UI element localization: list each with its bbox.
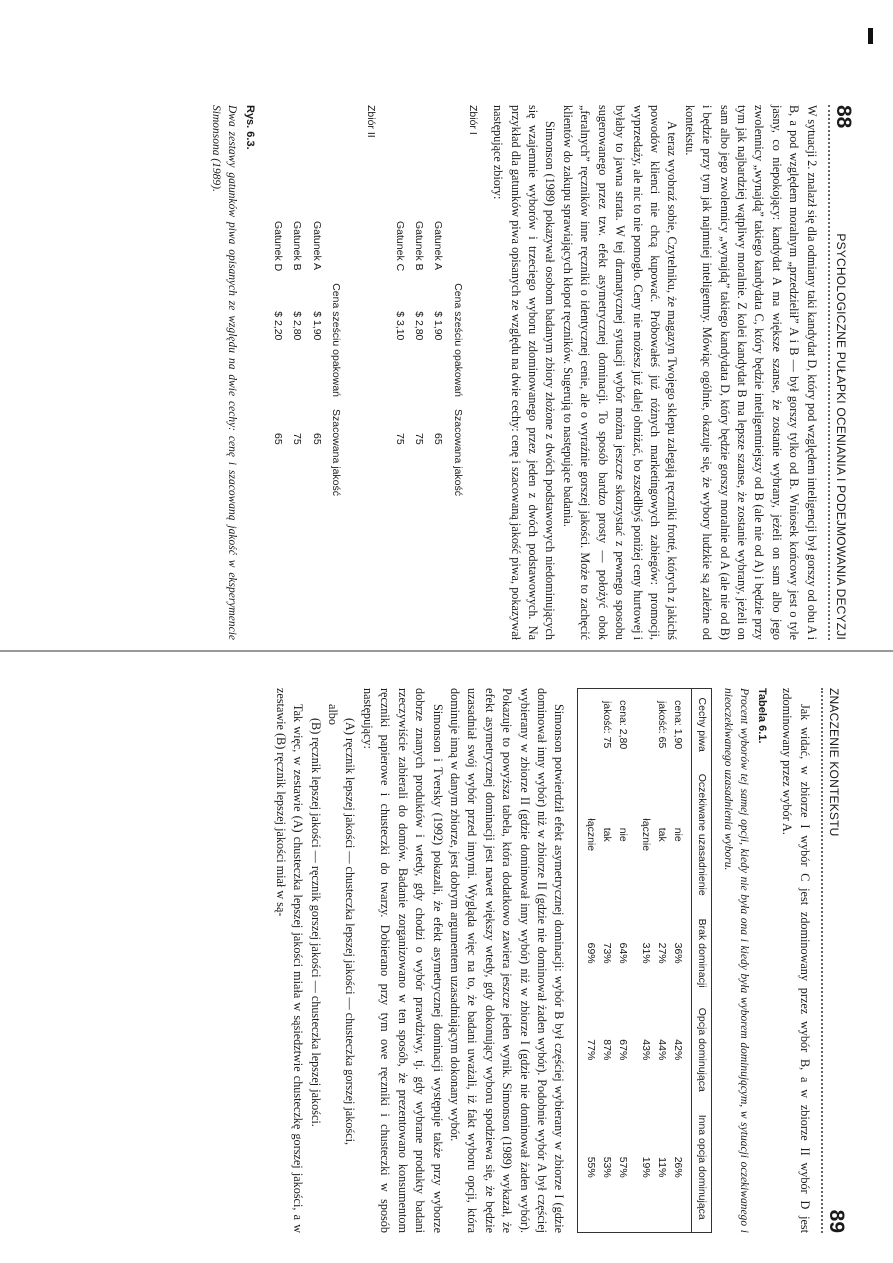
set-one-col-price: Cena sześciu opakowań (451, 283, 464, 398)
right-paragraph-2: Simonson i Tversky (1992) pokazali, że efekt asymetrycznej dominacji występuje także przy wyborze dobrze znanych produktów i wtedy, gdy chodzi o wybór prawdziwy, tj. gdy wybrane produkty badani rzeczywiście zabierali do domów. Badanie zorganizowano w ten sposób, że prezentowano konsumentom ręczniki papierowe i chusteczki do twarzy. Dobierano przy tym owe ręczniki i chusteczki w sposób następujący: (360, 688, 445, 1233)
right-running-header (821, 688, 848, 1233)
table-cell: 11% (656, 1157, 669, 1178)
figure-caption: Dwa zestawy gatunków piwa opisanych ze względu na dwie cechy: cenę i szacowaną jakość w eksperymencie Simonsona (1989). (210, 105, 239, 640)
table-cell: nie (672, 827, 685, 842)
table-row (638, 689, 654, 1233)
beer-name: Gatunek D (272, 221, 285, 272)
beer-price: $ 3,10 (393, 311, 406, 341)
table-cell: 19% (640, 1156, 653, 1178)
left-paragraph-1: W sytuacji 2. znalazł się dla odmiany taki kandydat D, który pod względem inteligencji był gorszy od obu A i B, a pod względem moralnym „przedzielił” A i B — był gorszy tylko od B. Wniosek końcowy jest o tyle jasny, co niepokojący: kandydat A ma większe szanse, że zostanie wybrany, jeżeli on sam albo jego zwolennicy „wynajdą” takiego kandydata C, który będzie inteligentniejszy od B (ale nie od A) i będzie przy tym jak najbardziej wątpliwy moralnie. Z kolei kandydat B ma lepsze szanse, że zostanie wybrany, jeżeli on sam albo jego zwolennicy „wynajdą” takiego kandydata D, który będzie gorszy moralnie od A (ale nie od B) i będzie przy tym jak najmniej inteligentny. Mówiąc ogólnie, okazuje się, że wybory ludzkie są zależne od kontekstu. (682, 105, 819, 640)
table-row (670, 689, 692, 1233)
beer-name: Gatunek B (413, 221, 426, 271)
set-one-label: Zbiór I (466, 105, 479, 135)
beer-price: $ 2,80 (291, 311, 304, 341)
beer-price: $ 1,90 (432, 311, 445, 341)
results-table (577, 688, 712, 1233)
table-cell: 87% (601, 1039, 614, 1061)
set-two-col-price: Cena sześciu opakowań (330, 283, 343, 398)
left-running-header (828, 105, 855, 640)
table-cell: nie (617, 827, 630, 842)
beer-name: Gatunek A (432, 221, 445, 271)
set-two-table (268, 215, 346, 502)
table-row (389, 215, 408, 502)
table-cell: 53% (601, 1156, 614, 1178)
table-row (615, 689, 638, 1233)
table-cell: 55% (585, 1156, 598, 1178)
table-cell (638, 689, 654, 761)
table-cell: 42% (672, 1039, 685, 1061)
beer-quality: 65 (432, 433, 445, 445)
corner-scan-mark (868, 28, 873, 44)
table-row (306, 215, 325, 502)
set-two (268, 105, 380, 640)
gutter-line (0, 650, 893, 652)
beer-name: Gatunek C (393, 221, 406, 272)
table-cell: 36% (672, 942, 685, 964)
table-cell: 77% (585, 1039, 598, 1061)
right-page (271, 688, 848, 1233)
table-cell: jakość: 75 (601, 701, 614, 749)
col-header: Cechy piwa (692, 689, 712, 761)
col-header: Opcja dominująca (692, 997, 712, 1102)
right-paragraph-1: Simonson potwierdził efekt asymetrycznej dominacji: wybór B był częściej wybierany w zbiorze I (gdzie dominował inny wybór) niż w zbiorze II (gdzie nie dominował żaden wybór). Podobnie wybór A był częściej wybierany w zbiorze II (gdzie dominował inny wybór) niż w zbiorze I (gdzie nie dominował żaden wybór). Pokazuje to powyższa tabela, która dodatkowo zawiera jeszcze jeden wynik. Simonson (1989) wykazał, że efekt asymetrycznej dominacji jest nawet większy wtedy, gdy dokonujący wyboru spodziewa się, że będzie uzasadniał swój wybór przed innymi. Wygląda więc na to, że badani uważali, iż fakt wyboru opcji, która dominuje inną w danym zbiorze, jest dobrym argumentem uzasadniającym dokonany wybór. (447, 688, 567, 1233)
table-cell: tak (601, 827, 614, 842)
left-paragraph-3: Simonson (1989) pokazywał osobom badanym zbiory złożone z dwóch podstawowych niedominujących się wzajemnie wyborów i trzeciego wyboru zdominowanego przez jeden z dwóch podstawowych. Na przykład dla gatunków piwa opisanych ze względu na dwie cechy: cenę i szacowaną jakość piwa, pokazywał następujące zbiory: (491, 105, 558, 640)
beer-price: $ 1,90 (310, 311, 323, 341)
table-cell: 31% (640, 942, 653, 964)
right-intro: Jak widać, w zbiorze I wybór C jest zdominowany przez wybór B, a w zbiorze II wybór D jest zdominowany przez wybór A. (780, 688, 812, 1233)
table-row (428, 215, 447, 502)
right-page-number: 89 (825, 1209, 848, 1233)
beer-price: $ 2,80 (413, 311, 426, 341)
table-cell: 44% (656, 1039, 669, 1061)
table-cell: tak (656, 827, 669, 842)
table-row (578, 689, 600, 1233)
table-cell: cena: 1,90 (672, 700, 685, 750)
beer-name: Gatunek A (310, 221, 323, 271)
left-paragraph-2: A teraz wyobraź sobie, Czytelniku, że magazyn Twojego sklepu zalegają ręczniki frotté, których z jakichś powodów klienci nie chcą kupować. Próbowałeś już różnych marketingowych zabiegów: promocji, wyprzedaży, ale nic to nie pomogło. Ceny nie możesz już dalej obniżać, bo zszedłbyś poniżej ceny hurtowej i byłaby to jawna strata. W tej dramatycznej sytuacji wybór można jeszcze skorzystać z pewnego sposobu sugerowanego przez tzw. efekt asymetrycznej dominacji. To sposób bardzo prosty — położyć obok „feralnych” ręczników inne ręczniki o identycznej cenie, ale o wyraźnie gorszej jakości. Może to zachęcić klientów do zakupu sprawiających kłopot ręczników. Sugerują to następujące badania. (560, 105, 680, 640)
beer-quality: 75 (393, 433, 406, 445)
col-header: Oczekiwane uzasadnienie (692, 760, 712, 909)
beer-price: $ 2,20 (272, 311, 285, 341)
table-cell: 73% (601, 942, 614, 964)
right-closing: Tak więc, w zestawie (A) chusteczka lepszej jakości miała w sąsiedztwie chusteczkę gorszej jakości, a w zestawie (B) ręcznik lepszej jakości miał w są- (273, 688, 306, 1233)
option-or: albo (326, 704, 341, 725)
option-b: (B) ręcznik lepszej jakości — ręcznik gorszej jakości — chusteczka lepszej jakości. (308, 718, 323, 1127)
table-row (409, 215, 428, 502)
table-cell: łącznie (585, 818, 598, 852)
table-cell: 27% (656, 942, 669, 964)
right-running-title: ZNACZENIE KONTEKSTU (827, 688, 841, 837)
figure-label: Rys. 6.3. (243, 105, 256, 150)
left-page (208, 105, 855, 640)
table-label: Tabela 6.1. (755, 688, 768, 744)
table-cell: 43% (640, 1039, 653, 1061)
table-cell: 57% (617, 1156, 630, 1178)
table-caption: Procent wyborów tej samej opcji, kiedy nie była ona i kiedy była wyborem dominującym, w sytuacji oczekiwanego i nieoczekiwanego uzasadnienia wyboru. (722, 688, 751, 1233)
table-cell: 67% (617, 1039, 630, 1061)
table-header-row (692, 689, 712, 1233)
table-cell: 69% (585, 942, 598, 964)
col-header: Brak dominacji (692, 909, 712, 997)
table-row (287, 215, 306, 502)
beer-quality: 75 (413, 433, 426, 445)
table-row (654, 689, 670, 1233)
set-two-label: Zbiór II (365, 105, 378, 138)
table-cell: 64% (617, 942, 630, 964)
set-two-col-quality: Szacowana jakość (330, 409, 343, 496)
set-one-col-quality: Szacowana jakość (451, 409, 464, 496)
beer-quality: 75 (291, 433, 304, 445)
table-row (268, 215, 287, 502)
set-one-table (389, 215, 467, 502)
table-cell: cena: 2,80 (617, 700, 630, 750)
beer-quality: 65 (310, 433, 323, 445)
set-one (389, 105, 481, 640)
table-cell: 26% (672, 1156, 685, 1178)
beer-quality: 65 (272, 433, 285, 445)
table-cell: łącznie (640, 818, 653, 852)
table-cell: jakość: 65 (656, 701, 669, 749)
col-header: Inna opcja dominująca (692, 1102, 712, 1232)
table-cell (578, 689, 600, 761)
beer-name: Gatunek B (291, 221, 304, 271)
left-running-title: PSYCHOLOGICZNE PUŁAPKI OCENIANIA I PODEJMOWANIA DECYZJI (834, 233, 848, 640)
left-page-number: 88 (832, 105, 855, 129)
table-row (599, 689, 615, 1233)
option-a: (A) ręcznik lepszej jakości — chusteczka lepszej jakości — chusteczka gorszej jakości, (343, 718, 358, 1146)
